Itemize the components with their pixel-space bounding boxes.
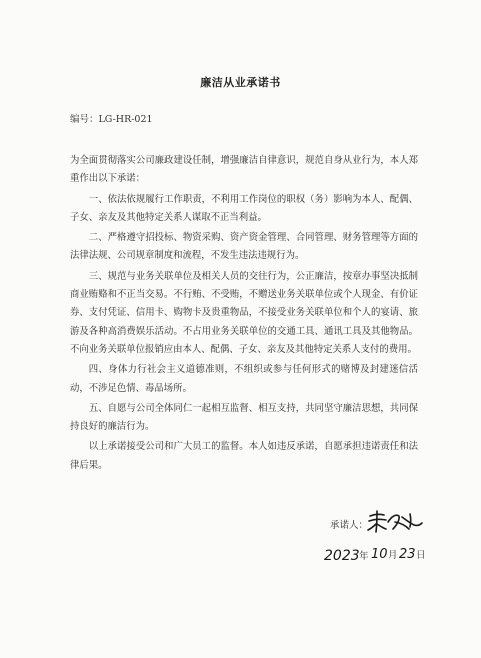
commitment-item-5: 五、自愿与公司全体同仁一起相互监督、相互支持，共同坚守廉洁思想，共同保持良好的廉洁行为。 [70,402,418,433]
commitment-item-1: 一、依法依规履行工作职责，不利用工作岗位的职权（务）影响为本人、配偶、子女、亲友及其他特定关系人谋取不正当利益。 [70,193,418,223]
commitment-item-3: 三、规范与业务关联单位及相关人员的交往行为，公正廉洁，按章办事坚决抵制商业贿赂和不正当交易。不行贿、不受贿，不赠送业务关联单位或个人现金、有价证券、支付凭证、信用卡、购物卡及贵重物品，不接受业务关联单位和个人的宴请、旅游及各种高消费娱乐活动。不占用业务关联单位的交通工具、通讯工具及其他物品。不向业务关联单位报销应由本人、配偶、子女、亲友及其他特定关系人支付的费用。 [70,270,418,355]
document-body [70,152,418,477]
date-month-unit: 月 [388,550,398,561]
handwritten-signature-icon [366,508,424,534]
signer-row [330,517,368,531]
date-year: 2023 [324,548,360,564]
document-title: 廉洁从业承诺书 [200,76,281,89]
intro-paragraph: 为全面贯彻落实公司廉政建设任制，增强廉洁自律意识，规范自身从业行为，本人郑重作出以下承诺： [70,155,418,185]
commitment-item-2: 二、严格遵守招投标、物资采购、资产资金管理、合同管理、财务管理等方面的法律法规、公司规章制度和流程，不发生违法违规行为。 [70,232,418,262]
commitment-item-4: 四、身体力行社会主义道德准则，不组织或参与任何形式的赌博及封建迷信活动，不涉足色情、毒品场所。 [70,364,418,394]
handwritten-date [322,540,432,568]
date-day: 23 [399,547,416,562]
closing-paragraph: 以上承诺接受公司和广大员工的监督。本人如违反承诺，自愿承担违诺责任和法律后果。 [70,441,418,471]
date-month: 10 [371,547,388,562]
signer-label: 承诺人： [330,520,369,531]
document-number: 编号：LG-HR-021 [70,114,153,125]
date-day-unit: 日 [416,550,426,561]
date-year-unit: 年 [359,551,369,562]
